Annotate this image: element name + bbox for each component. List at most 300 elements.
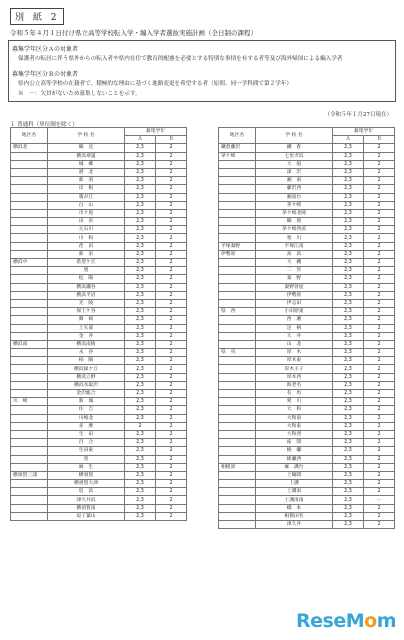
grade-a-cell: 2,3 — [333, 521, 364, 529]
district-cell: 相模原 — [219, 463, 256, 471]
grade-a-cell: 2,3 — [125, 480, 156, 488]
grade-b-cell: 2 — [156, 291, 187, 299]
district-cell — [219, 381, 256, 389]
school-cell: 橋 本 — [256, 504, 333, 512]
right-school-table — [218, 127, 395, 529]
logo-text-start: ReseM — [296, 610, 365, 632]
table-row — [219, 332, 395, 340]
grade-a-cell: 2,3 — [333, 242, 364, 250]
table-row — [219, 201, 395, 209]
district-cell — [11, 283, 48, 291]
table-row — [219, 496, 395, 504]
district-cell — [11, 316, 48, 324]
grade-b-cell: 2 — [156, 193, 187, 201]
district-cell: 横浜中 — [11, 259, 48, 267]
district-cell — [11, 299, 48, 307]
note-a-title: 募集学年区分Ａの対象者 — [12, 46, 79, 53]
district-cell — [219, 455, 256, 463]
grade-b-cell: 2 — [364, 480, 395, 488]
district-cell — [219, 447, 256, 455]
grade-b-cell: 2 — [364, 234, 395, 242]
grade-b-cell: 2 — [156, 308, 187, 316]
grade-b-header: Ｂ — [364, 136, 395, 144]
school-cell: 秦野曽屋 — [256, 283, 333, 291]
school-cell: 山 北 — [256, 340, 333, 348]
grade-a-cell: 2,3 — [333, 185, 364, 193]
district-cell — [11, 332, 48, 340]
grade-a-cell: 2,3 — [125, 357, 156, 365]
school-cell: 新 羽 — [48, 177, 125, 185]
grade-b-cell: 2 — [156, 504, 187, 512]
table-row — [219, 185, 395, 193]
grade-b-cell: 2 — [156, 488, 187, 496]
district-cell — [11, 447, 48, 455]
school-cell: 藤沢西 — [256, 185, 333, 193]
table-row — [11, 209, 187, 217]
school-cell: 松 陽 — [48, 275, 125, 283]
grade-b-cell: 2 — [364, 185, 395, 193]
grade-a-cell: 2,3 — [125, 430, 156, 438]
grade-b-cell: 2 — [156, 340, 187, 348]
district-cell — [11, 463, 48, 471]
table-row — [11, 390, 187, 398]
district-cell — [219, 398, 256, 406]
grade-b-cell: 2 — [364, 488, 395, 496]
school-cell: 麻 溝台 — [256, 463, 333, 471]
table-row — [219, 340, 395, 348]
grade-b-cell: 2 — [364, 226, 395, 234]
district-cell — [11, 422, 48, 430]
district-cell — [219, 406, 256, 414]
district-cell: 鎌倉藤沢 — [219, 144, 256, 152]
district-cell — [11, 496, 48, 504]
district-cell — [219, 267, 256, 275]
grade-a-cell: 2,3 — [333, 316, 364, 324]
grade-b-cell: 2 — [364, 291, 395, 299]
table-row — [219, 250, 395, 258]
grade-header: 募集学年 — [125, 128, 187, 136]
grade-a-cell: 2,3 — [125, 373, 156, 381]
grade-b-cell: 2 — [364, 275, 395, 283]
grade-b-cell: 2 — [156, 152, 187, 160]
school-cell: 城 郷 — [48, 160, 125, 168]
school-cell: 二 宮 — [256, 267, 333, 275]
district-cell — [219, 218, 256, 226]
school-cell: 寒 川 — [256, 234, 333, 242]
table-row — [11, 308, 187, 316]
school-cell: 生田東 — [48, 447, 125, 455]
school-cell: 横須賀南 — [48, 504, 125, 512]
table-row — [11, 250, 187, 258]
school-cell: 金沢総合 — [48, 390, 125, 398]
school-cell: 川 和 — [48, 234, 125, 242]
table-row — [219, 283, 395, 291]
table-row — [219, 480, 395, 488]
grade-a-cell: 2,3 — [333, 488, 364, 496]
school-cell: 厚 木 — [256, 349, 333, 357]
district-cell — [11, 152, 48, 160]
school-cell: 白 山 — [48, 201, 125, 209]
district-cell — [219, 422, 256, 430]
district-cell — [219, 160, 256, 168]
grade-a-cell: 2,3 — [333, 332, 364, 340]
grade-b-cell: 2 — [156, 218, 187, 226]
grade-b-cell: 2 — [156, 414, 187, 422]
district-cell — [11, 488, 48, 496]
table-row — [219, 439, 395, 447]
school-cell: 大和南 — [256, 414, 333, 422]
grade-a-cell: 2,3 — [333, 291, 364, 299]
school-cell: 永 谷 — [48, 349, 125, 357]
grade-b-cell: 2 — [364, 242, 395, 250]
grade-b-cell: 2 — [156, 316, 187, 324]
school-cell: 大和東 — [256, 422, 333, 430]
district-cell: 県 央 — [219, 349, 256, 357]
grade-b-cell: 2 — [156, 177, 187, 185]
table-row — [219, 291, 395, 299]
grade-a-cell: 2,3 — [333, 226, 364, 234]
district-cell — [11, 291, 48, 299]
district-cell — [11, 177, 48, 185]
grade-a-cell: 2,3 — [333, 414, 364, 422]
district-cell — [219, 324, 256, 332]
note-b-text: 県内公立高等学校の在籍者で、積極的な理由に基づく進路変更を希望する者（原則、同一学科間で第２学年） — [18, 81, 292, 87]
grade-b-cell: 2 — [156, 324, 187, 332]
table-row — [219, 406, 395, 414]
school-cell: 住 吉 — [48, 406, 125, 414]
grade-b-cell: 2 — [364, 144, 395, 152]
grade-a-cell: 2,3 — [125, 160, 156, 168]
grade-a-cell: 2,3 — [125, 291, 156, 299]
grade-a-cell: 2,3 — [125, 201, 156, 209]
grade-b-cell: 2 — [364, 357, 395, 365]
grade-a-cell: 2,3 — [333, 308, 364, 316]
school-cell: 横浜瀬谷 — [48, 283, 125, 291]
table-row — [11, 496, 187, 504]
grade-b-cell: 2 — [364, 512, 395, 520]
district-cell — [219, 430, 256, 438]
table-row — [11, 275, 187, 283]
table-row — [219, 316, 395, 324]
grade-b-cell: 2 — [364, 471, 395, 479]
grade-b-cell: 2 — [364, 299, 395, 307]
grade-b-cell: 2 — [156, 455, 187, 463]
grade-b-cell: 2 — [156, 398, 187, 406]
grade-b-cell: 2 — [364, 218, 395, 226]
grade-a-cell: 2,3 — [125, 496, 156, 504]
school-cell: 希望ケ丘 — [48, 259, 125, 267]
table-row — [219, 512, 395, 520]
grade-b-cell: 2 — [364, 193, 395, 201]
grade-a-cell: 2,3 — [333, 168, 364, 176]
school-cell: 横浜氷取沢 — [48, 381, 125, 389]
district-cell — [219, 471, 256, 479]
district-cell — [11, 480, 48, 488]
grade-b-cell: 2 — [156, 422, 187, 430]
table-row — [11, 299, 187, 307]
table-row — [11, 324, 187, 332]
school-cell: 座 間 — [256, 439, 333, 447]
school-cell: 湘南台 — [256, 193, 333, 201]
grade-b-cell: 2 — [156, 168, 187, 176]
grade-b-cell: 2 — [156, 463, 187, 471]
grade-b-cell: 2 — [156, 226, 187, 234]
table-row — [11, 455, 187, 463]
grade-a-cell: 2,3 — [333, 480, 364, 488]
grade-b-cell: 2 — [364, 422, 395, 430]
table-row — [11, 422, 187, 430]
school-cell: 上溝南 — [256, 488, 333, 496]
grade-a-cell: 2,3 — [125, 250, 156, 258]
table-row — [219, 234, 395, 242]
grade-b-cell: 2 — [156, 275, 187, 283]
grade-a-cell: 2,3 — [125, 316, 156, 324]
attachment-badge: 別 紙 2 — [10, 8, 64, 25]
district-cell — [11, 414, 48, 422]
grade-a-cell: 2,3 — [333, 455, 364, 463]
grade-b-cell: 2 — [364, 177, 395, 185]
table-row — [11, 267, 187, 275]
grade-b-cell: 2 — [156, 160, 187, 168]
school-cell: 横浜緑ケ丘 — [48, 365, 125, 373]
grade-b-cell: 2 — [156, 480, 187, 488]
grade-a-cell: 2,3 — [333, 471, 364, 479]
district-cell — [219, 414, 256, 422]
school-cell: 上溝清南 — [256, 496, 333, 504]
section-heading: １ 普通科（単位制を除く） — [10, 122, 78, 128]
grade-a-cell: 2,3 — [333, 422, 364, 430]
grade-a-cell: 2,3 — [125, 218, 156, 226]
district-cell — [219, 365, 256, 373]
grade-b-cell: 2 — [156, 390, 187, 398]
district-cell — [11, 226, 48, 234]
grade-a-cell: 2,3 — [125, 439, 156, 447]
grade-b-cell: 2 — [156, 439, 187, 447]
district-cell — [11, 357, 48, 365]
school-cell: 逗子葉山 — [48, 512, 125, 520]
grade-a-cell: 2,3 — [125, 488, 156, 496]
grade-a-cell: 2,3 — [333, 439, 364, 447]
grade-a-cell: 2,3 — [333, 152, 364, 160]
school-cell: 厚木王子 — [256, 365, 333, 373]
grade-a-cell: 2,3 — [125, 152, 156, 160]
table-row — [219, 144, 395, 152]
district-cell — [11, 365, 48, 373]
school-cell: 高 浜 — [256, 250, 333, 258]
district-cell — [11, 504, 48, 512]
grade-a-cell: 2,3 — [125, 471, 156, 479]
district-cell — [219, 357, 256, 365]
district-cell — [219, 168, 256, 176]
grade-a-cell: 2,3 — [125, 390, 156, 398]
table-row — [11, 160, 187, 168]
grade-a-cell: 2,3 — [333, 160, 364, 168]
grade-b-cell: 2 — [364, 447, 395, 455]
table-row — [219, 488, 395, 496]
table-row — [11, 177, 187, 185]
grade-b-cell: 2 — [156, 283, 187, 291]
grade-a-cell: 2,3 — [125, 447, 156, 455]
school-cell: 小田原東 — [256, 308, 333, 316]
school-cell: 保土ケ谷 — [48, 308, 125, 316]
grade-b-cell: 2 — [156, 242, 187, 250]
school-cell: 伊勢原 — [256, 291, 333, 299]
school-cell: 荏 田 — [48, 242, 125, 250]
grade-a-cell: 2,3 — [125, 209, 156, 217]
school-cell: 深 沢 — [256, 168, 333, 176]
school-cell: 霧が丘 — [48, 193, 125, 201]
table-row — [11, 365, 187, 373]
grade-b-cell: 2 — [364, 463, 395, 471]
school-cell: 大 船 — [256, 160, 333, 168]
district-cell — [219, 209, 256, 217]
district-cell — [219, 488, 256, 496]
table-row — [11, 406, 187, 414]
grade-a-cell: 2,3 — [333, 349, 364, 357]
table-row — [219, 349, 395, 357]
grade-b-cell: 2 — [364, 250, 395, 258]
right-table-body — [219, 144, 395, 529]
grade-b-cell: 2 — [156, 234, 187, 242]
grade-a-cell: 2 — [125, 422, 156, 430]
district-cell — [219, 373, 256, 381]
district-cell — [11, 267, 48, 275]
grade-b-cell: 2 — [156, 512, 187, 520]
school-cell: 茅ケ崎 — [256, 201, 333, 209]
school-cell: 舞 岡 — [48, 316, 125, 324]
table-row — [11, 414, 187, 422]
school-cell: 岸 根 — [48, 185, 125, 193]
school-cell: 川崎北 — [48, 414, 125, 422]
grade-b-cell: 2 — [364, 308, 395, 316]
grade-a-cell: 2,3 — [333, 234, 364, 242]
grade-a-cell: 2,3 — [125, 512, 156, 520]
school-cell: 横須賀 — [48, 471, 125, 479]
right-table-header — [219, 128, 395, 144]
table-row — [11, 218, 187, 226]
school-cell: 横浜南陵 — [48, 340, 125, 348]
school-cell: 厚木西 — [256, 373, 333, 381]
grade-b-cell: 2 — [156, 209, 187, 217]
school-cell: 横浜平沼 — [48, 291, 125, 299]
grade-a-cell: 2,3 — [333, 381, 364, 389]
grade-b-cell: 2 — [364, 283, 395, 291]
table-row — [11, 242, 187, 250]
grade-a-cell: 2,3 — [333, 299, 364, 307]
school-cell: 新 城 — [48, 398, 125, 406]
school-cell: 大 磯 — [256, 259, 333, 267]
district-cell: 茅ケ崎 — [219, 152, 256, 160]
table-row — [219, 308, 395, 316]
district-cell — [11, 455, 48, 463]
school-cell: 津久井浜 — [48, 496, 125, 504]
grade-a-cell: 2,3 — [333, 259, 364, 267]
table-row — [11, 488, 187, 496]
grade-a-cell: 2,3 — [333, 373, 364, 381]
school-cell: 大 井 — [256, 332, 333, 340]
grade-b-cell: 2 — [364, 439, 395, 447]
school-cell: 横須賀大津 — [48, 480, 125, 488]
table-row — [219, 373, 395, 381]
district-cell — [11, 168, 48, 176]
district-cell — [219, 480, 256, 488]
grade-a-cell: 2,3 — [333, 340, 364, 348]
grade-a-cell: 2,3 — [333, 201, 364, 209]
grade-b-cell: 2 — [364, 430, 395, 438]
table-row — [219, 390, 395, 398]
grade-a-cell: 2,3 — [333, 496, 364, 504]
district-cell — [11, 373, 48, 381]
table-row — [219, 381, 395, 389]
grade-a-cell: 2,3 — [333, 447, 364, 455]
table-row — [11, 340, 187, 348]
district-cell — [11, 242, 48, 250]
school-cell: 上鶴間 — [256, 471, 333, 479]
district-cell — [219, 259, 256, 267]
school-header: 学 校 名 — [48, 128, 125, 144]
grade-a-cell: 2,3 — [333, 398, 364, 406]
table-row — [219, 242, 395, 250]
grade-b-cell: 2 — [364, 209, 395, 217]
grade-a-cell: 2,3 — [333, 512, 364, 520]
school-cell: 茅ケ崎北陵 — [256, 209, 333, 217]
table-row — [219, 430, 395, 438]
district-cell — [11, 512, 48, 520]
table-row — [11, 480, 187, 488]
grade-b-cell: 2 — [156, 471, 187, 479]
table-row — [11, 357, 187, 365]
grade-a-cell: 2,3 — [125, 365, 156, 373]
grade-a-cell: 2,3 — [333, 275, 364, 283]
grade-b-cell: 2 — [156, 332, 187, 340]
as-of-date: （令和５年１月27日現在） — [324, 112, 392, 118]
table-row — [219, 209, 395, 217]
district-header: 地区名 — [11, 128, 48, 144]
district-cell — [219, 512, 256, 520]
grade-b-cell: 2 — [364, 259, 395, 267]
school-cell: 大 和 — [256, 406, 333, 414]
district-cell — [219, 193, 256, 201]
grade-b-cell: 2 — [364, 324, 395, 332]
school-cell: 多 摩 — [48, 422, 125, 430]
table-row — [219, 177, 395, 185]
grade-a-cell: 2,3 — [333, 365, 364, 373]
table-row — [11, 283, 187, 291]
district-cell — [11, 349, 48, 357]
table-row — [11, 398, 187, 406]
grade-a-cell: 2,3 — [125, 308, 156, 316]
table-row — [11, 471, 187, 479]
district-cell — [219, 332, 256, 340]
table-row — [219, 463, 395, 471]
grade-a-cell: 2,3 — [333, 463, 364, 471]
district-cell — [219, 275, 256, 283]
grade-a-cell: 2,3 — [125, 455, 156, 463]
district-cell — [11, 324, 48, 332]
table-row — [219, 455, 395, 463]
school-cell: 秦 野 — [256, 275, 333, 283]
district-cell — [11, 234, 48, 242]
grade-b-cell: 2 — [156, 267, 187, 275]
table-row — [11, 332, 187, 340]
table-row — [219, 168, 395, 176]
district-cell — [11, 430, 48, 438]
school-cell: 伊志田 — [256, 299, 333, 307]
grade-b-cell: 2 — [364, 267, 395, 275]
district-cell — [11, 218, 48, 226]
district-cell — [11, 250, 48, 258]
district-cell — [11, 193, 48, 201]
